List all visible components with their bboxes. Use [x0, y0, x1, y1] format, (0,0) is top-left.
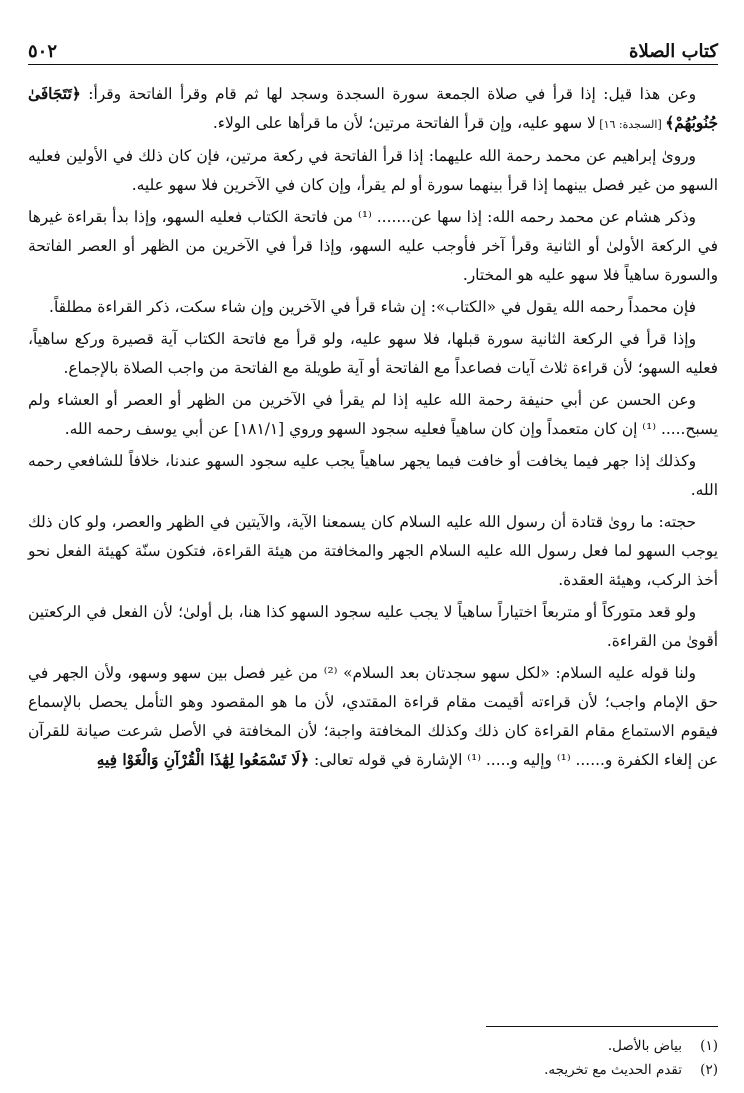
footnote [28, 1058, 718, 1082]
chapter-title: كتاب الصلاة [629, 41, 718, 62]
paragraph: وعن الحسن عن أبي حنيفة رحمة الله عليه إذا لم يقرأ في الآخرين من الظهر أو العصر أو العشاء ولم يسبح..... ⁽¹⁾ إن كان متعمداً وإن كان ساهياً فعليه سجود السهو وروي [١٨١/١] عن أبي يوسف رحمه الله. [28, 391, 718, 438]
paragraph: حجته: ما روىٰ قتادة أن رسول الله عليه السلام كان يسمعنا الآية، والآيتين في الظهر والعصر، ولو كان ذلك يوجب السهو لما فعل رسول الله عليه السلام الجهر والمخافتة من هيئة القراءة، فتكون سنّة كهيئة الفعل نحو أخذ الركب، وهيئة العقدة. [28, 513, 718, 589]
main-text [28, 80, 718, 778]
quran-verse: ﴿لَا تَسْمَعُوا لِهَٰذَا الْقُرْآنِ وَالْغَوْا فِيهِ [96, 751, 310, 769]
paragraph: وذكر هشام عن محمد رحمه الله: إذا سها عن....... ⁽¹⁾ من فاتحة الكتاب فعليه السهو، وإذا بدأ بقراءة غيرها في الركعة الأولىٰ أو الثانية وقرأ آخر فأوجب عليه السهو، وإذا قرأ في الآخرين من الظهر أو العصر الفاتحة والسورة ساهياً فلا سهو عليه هو المختار. [28, 208, 718, 284]
footnote-text: تقدم الحديث مع تخريجه. [544, 1062, 682, 1078]
page-header [28, 34, 718, 62]
footnote-text: بياض بالأصل. [607, 1038, 682, 1054]
header-divider [28, 64, 718, 65]
paragraph: ولو قعد متوركاً أو متربعاً اختياراً ساهياً لا يجب عليه سجود السهو كذا هنا، بل أولىٰ؛ لأن الفعل في الركعتين أقوىٰ من القراءة. [28, 603, 718, 650]
page-number: ٥٠٢ [28, 41, 58, 62]
quran-verse: ﴿تَتَجَافَىٰ جُنُوبُهُمْ﴾ [28, 85, 718, 132]
footnotes [28, 1034, 718, 1082]
paragraph: وإذا قرأ في الركعة الثانية سورة قبلها، فلا سهو عليه، ولو قرأ مع فاتحة الكتاب آية قصيرة وركع ساهياً، فعليه السهو؛ لأن قراءة ثلاث آيات فصاعداً مع الفاتحة أو آية طويلة مع الفاتحة من واجب الصلاة بالإجماع. [28, 330, 718, 377]
footnote-number: (١) [700, 1038, 718, 1054]
footnote-number: (٢) [700, 1062, 718, 1078]
footnote-divider [486, 1026, 718, 1027]
verse-reference: [السجدة: ١٦] [595, 118, 666, 131]
paragraph: وروىٰ إبراهيم عن محمد رحمة الله عليهما: إذا قرأ الفاتحة في ركعة مرتين، فإن كان ذلك في الأولين فعليه السهو من غير فصل بينهما إذا قرأ بينهما سورة أو لم يقرأ، وإن كان في الآخرين فلا سهو عليه. [28, 147, 718, 194]
paragraph: ولنا قوله عليه السلام: «لكل سهو سجدتان بعد السلام» ⁽²⁾ من غير فصل بين سهو وسهو، ولأن الجهر في حق الإمام واجب؛ لأن قراءته أقيمت مقام قراءة المقتدي، لأن ما هو المقصود وهو التأمل يحصل بالإسماع فيقوم الاستماع مقام القراءة كان ذلك وكذلك المخافتة واجبة؛ لأن المخافتة في الأصل شرعت صيانة للقرآن عن إلغاء الكفرة و...... ⁽¹⁾ وإليه و..... ⁽¹⁾ الإشارة في قوله تعالى: ﴿لَا تَسْمَعُوا لِهَٰذَا الْقُرْآنِ وَالْغَوْا فِيهِ [28, 664, 718, 769]
paragraph: وعن هذا قيل: إذا قرأ في صلاة الجمعة سورة السجدة وسجد لها ثم قام وقرأ الفاتحة وقرأ: ﴿تَتَجَافَىٰ جُنُوبُهُمْ﴾ [السجدة: ١٦] لا سهو عليه، وإن قرأ الفاتحة مرتين؛ لأن ما قرأها على الولاء. [28, 85, 718, 132]
paragraph: وكذلك إذا جهر فيما يخافت أو خافت فيما يجهر ساهياً يجب عليه سجود السهو عندنا، خلافاً للشافعي رحمه الله. [28, 452, 718, 499]
paragraph: فإن محمداً رحمه الله يقول في «الكتاب»: إن شاء قرأ في الآخرين وإن شاء سكت، ذكر القراءة مطلقاً. [49, 298, 696, 316]
footnote [28, 1034, 718, 1058]
document-page [28, 0, 718, 1093]
